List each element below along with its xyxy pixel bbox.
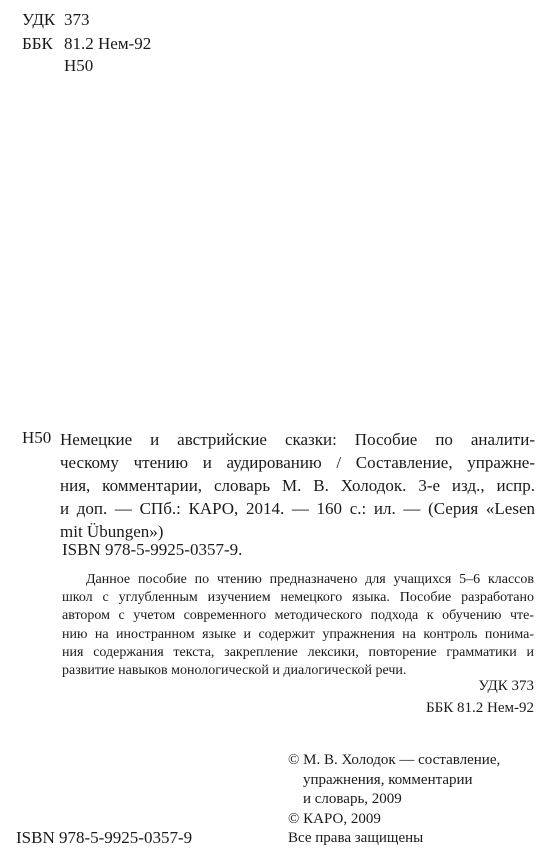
annotation-line: нию на иностранном языке и содержит упражнения на контроль понима- xyxy=(62,626,534,642)
bib-line: ния, комментарии, словарь М. В. Холодок. 3-е изд., испр. xyxy=(60,476,535,495)
bibliographic-description xyxy=(60,428,535,543)
bib-line: ческому чтению и аудированию / Составление, упражне- xyxy=(60,453,535,472)
bib-line: и доп. — СПб.: КАРО, 2014. — 160 с.: ил. — (Серия «Lesen xyxy=(60,499,535,518)
udk-label: УДК xyxy=(22,10,56,29)
bib-line: mit Übungen») xyxy=(60,522,164,541)
bib-line: Немецкие и австрийские сказки: Пособие по аналити- xyxy=(60,430,535,449)
annotation-line: автором с учетом современного методического подхода к обучению чте- xyxy=(62,608,534,624)
copyright-line: упражнения, комментарии xyxy=(303,771,473,788)
isbn-main: ISBN 978-5-9925-0357-9. xyxy=(62,540,243,559)
udk-line xyxy=(22,9,90,31)
bbk-line xyxy=(22,33,151,55)
annotation-line: школ с углубленным изучением немецкого языка. Пособие разработано xyxy=(62,590,534,606)
copyright-block xyxy=(288,751,500,849)
bbk-label: ББК xyxy=(22,34,53,53)
annotation-line: развитие навыков монологической и диалогической речи. xyxy=(62,663,407,679)
annotation-line: ния содержания текста, закрепление лексики, повторение грамматики и xyxy=(62,644,534,660)
copyright-line: © М. В. Холодок — составление, xyxy=(288,752,501,768)
right-classification xyxy=(426,675,534,719)
annotation-line: Данное пособие по чтению предназначено для учащихся 5–6 классов xyxy=(86,572,534,587)
annotation xyxy=(62,571,534,680)
right-bbk: ББК 81.2 Нем-92 xyxy=(426,700,534,716)
isbn-bottom: ISBN 978-5-9925-0357-9 xyxy=(16,828,193,847)
copyright-line: и словарь, 2009 xyxy=(303,791,402,807)
bbk-value: 81.2 Нем-92 xyxy=(64,34,152,53)
copyright-line: © КАРО, 2009 xyxy=(288,810,381,827)
author-sign: Н50 xyxy=(22,428,52,447)
right-udk: УДК 373 xyxy=(478,678,534,694)
copyright-line: Все права защищены xyxy=(288,830,424,846)
udk-value: 373 xyxy=(64,10,90,29)
author-sign-top: Н50 xyxy=(64,56,94,75)
